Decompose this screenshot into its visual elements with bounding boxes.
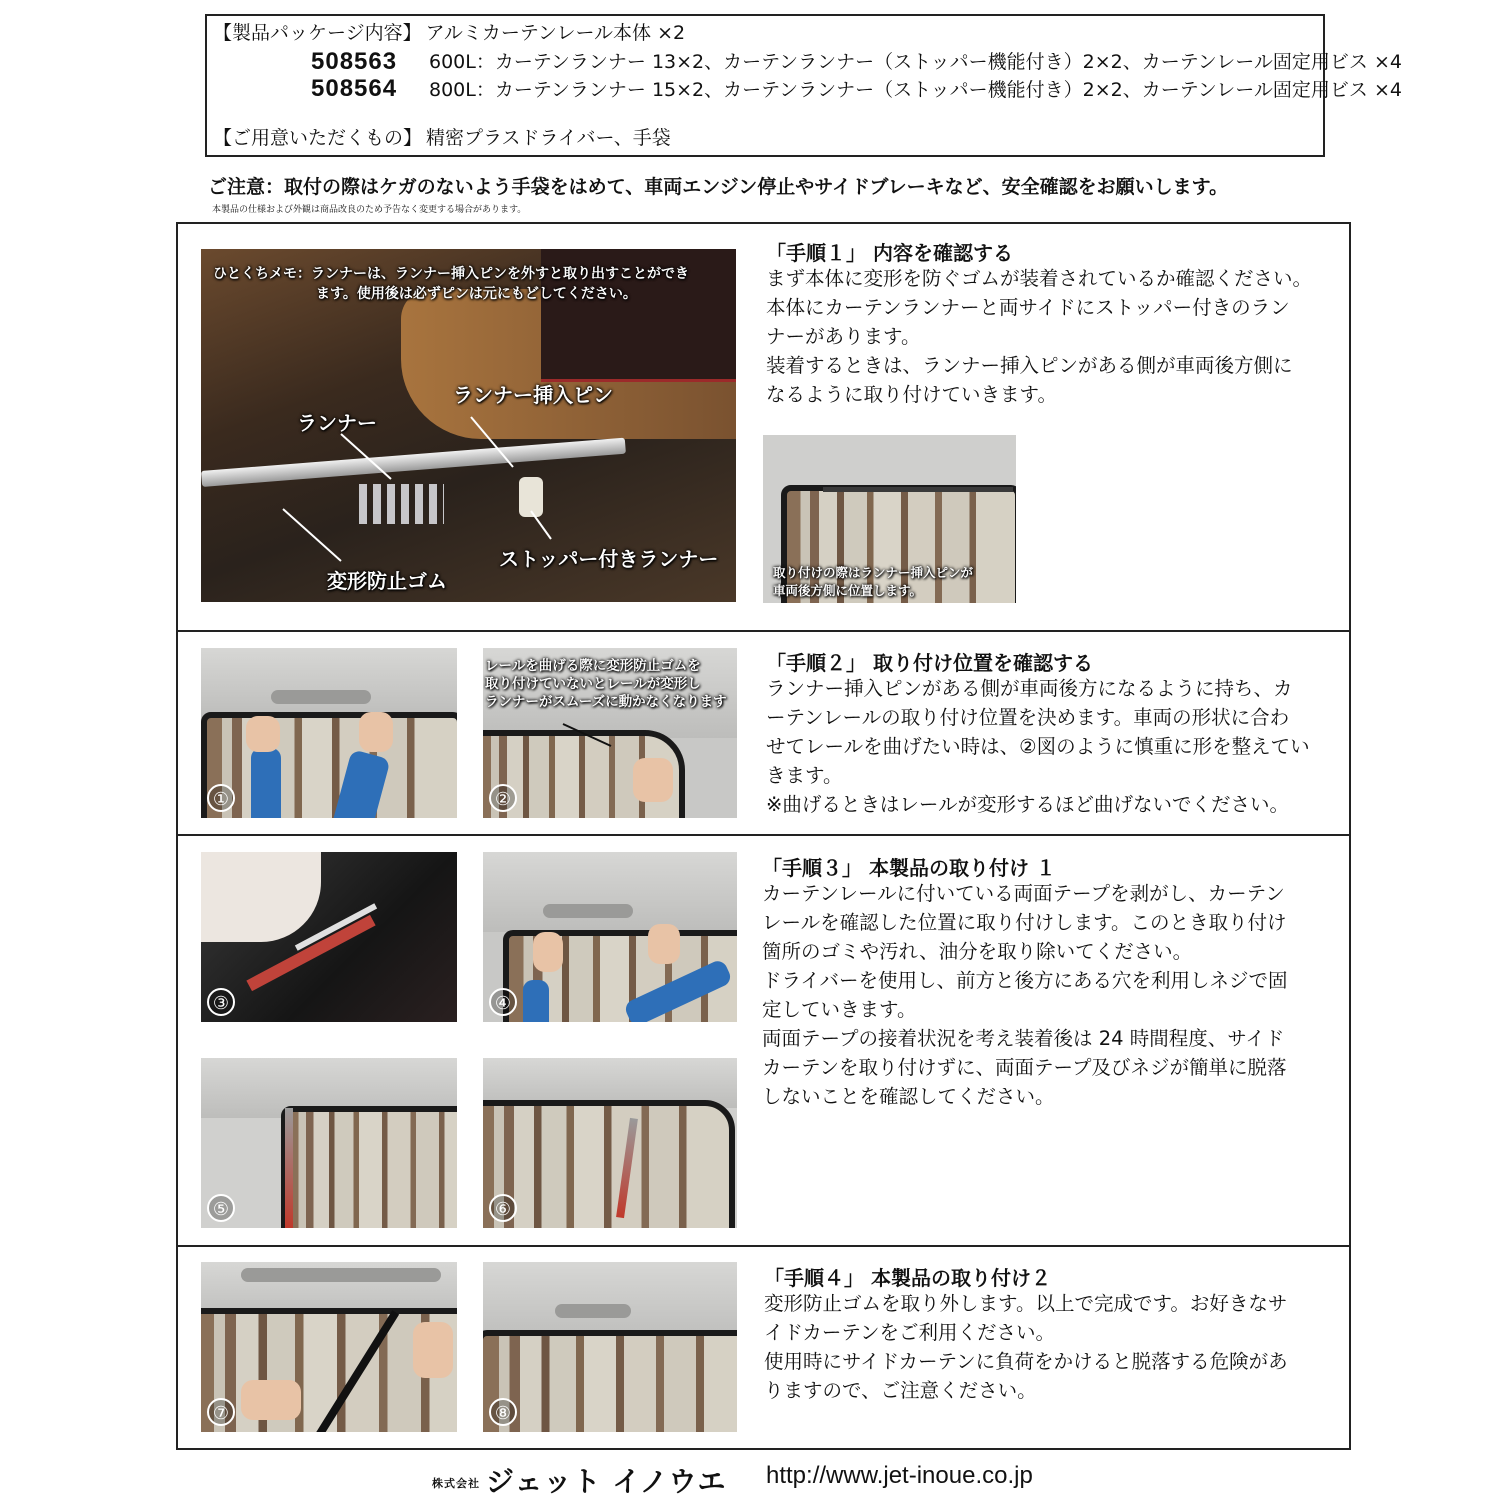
bend-warning: レールを曲げる際に変形防止ゴムを — [485, 658, 701, 674]
package-item-content: 600L：カーテンランナー 13×2、カーテンランナー（ストッパー機能付き）2×2、カーテンレール固定用ビス ×4 — [429, 51, 1402, 73]
grab-handle — [543, 904, 633, 918]
hand — [201, 852, 321, 942]
pointer-arrows — [201, 249, 736, 602]
runner-label: ランナー — [297, 411, 377, 435]
photo-number: ② — [489, 784, 517, 812]
website-url[interactable]: http://www.jet-inoue.co.jp — [766, 1462, 1033, 1489]
photo-1 — [201, 648, 457, 818]
arrow-line — [531, 511, 551, 539]
step2-line: きます。 — [766, 764, 843, 787]
divider — [176, 834, 1351, 836]
pointer-arrows — [483, 648, 737, 818]
step2-line: ※曲げるときはレールが変形するほど曲げないでください。 — [766, 793, 1289, 816]
photo-number: ⑦ — [207, 1398, 235, 1426]
model-number: 508564 — [311, 75, 398, 102]
step1-body — [766, 264, 1312, 409]
bend-warning: 取り付けていないとレールが変形し — [485, 676, 701, 692]
arrow-line — [341, 434, 391, 479]
bend-warning: ランナーがスムーズに動かなくなります — [485, 694, 727, 710]
spec-note: 本製品の仕様および外観は商品改良のため予告なく変更する場合があります。 — [212, 205, 527, 215]
photo-8 — [483, 1262, 737, 1432]
step3-line: カーテンレールに付いている両面テープを剥がし、カーテン — [762, 882, 1285, 905]
prepare-value: 精密プラスドライバー、手袋 — [426, 127, 671, 149]
photo-number: ⑥ — [489, 1194, 517, 1222]
step3-title: 「手順３」 本製品の取り付け １ — [762, 856, 1056, 880]
memo-line: ひとくちメモ：ランナーは、ランナー挿入ピンを外すと取り出すことができ — [213, 266, 689, 282]
photo-number: ④ — [489, 988, 517, 1016]
arrow-line — [471, 417, 513, 467]
grab-handle — [555, 1304, 631, 1318]
inset-caption: 車両後方側に位置します。 — [773, 583, 923, 598]
step3-line: 両面テープの接着状況を考え装着後は 24 時間程度、サイド — [762, 1027, 1285, 1050]
arm — [523, 980, 549, 1022]
ceiling — [201, 648, 457, 718]
model-number: 508563 — [311, 48, 398, 75]
step4-line: 使用時にサイドカーテンに負荷をかけると脱落する危険があ — [764, 1350, 1288, 1373]
ceiling — [483, 852, 737, 932]
photo-6 — [483, 1058, 737, 1228]
mounted-rail — [823, 487, 1013, 492]
package-contents-box — [205, 14, 1402, 157]
package-item-content: 800L：カーテンランナー 15×2、カーテンランナー（ストッパー機能付き）2×2、カーテンレール固定用ビス ×4 — [429, 79, 1402, 101]
divider — [176, 1245, 1351, 1247]
rail-overview-photo — [201, 249, 736, 602]
photo-number: ① — [207, 784, 235, 812]
stopper-label: ストッパー付きランナー — [499, 547, 719, 571]
window-frame — [201, 712, 457, 818]
step2-line: ーテンレールの取り付け位置を決めます。車両の形状に合わ — [766, 706, 1290, 729]
step4-body — [764, 1289, 1288, 1405]
step2-body — [766, 674, 1310, 819]
step3-line: しないことを確認してください。 — [762, 1085, 1055, 1108]
screwdriver — [285, 1108, 293, 1228]
prepare-items — [213, 129, 671, 148]
hand — [648, 924, 680, 964]
step4-line: イドカーテンをご利用ください。 — [764, 1321, 1055, 1344]
inset-caption: 取り付けの際はランナー挿入ピンが — [773, 565, 974, 580]
memo-line: ます。使用後は必ずピンは元にもどしてください。 — [316, 286, 637, 302]
step2-line: ランナー挿入ピンがある側が車両後方になるように持ち、カ — [766, 677, 1293, 700]
company-name: ジェット イノウエ — [486, 1465, 727, 1498]
divider — [176, 630, 1351, 632]
hand — [413, 1322, 453, 1378]
grab-handle — [271, 690, 371, 704]
step3-line: 定していきます。 — [762, 998, 917, 1021]
arm — [251, 748, 281, 818]
photo-5 — [201, 1058, 457, 1228]
arrow-line — [283, 509, 341, 561]
rubber-label: 変形防止ゴム — [327, 569, 447, 593]
step4-line: りますので、ご注意ください。 — [764, 1379, 1037, 1402]
photo-4 — [483, 852, 737, 1022]
photo-3 — [201, 852, 457, 1022]
step2-title: 「手順２」 取り付け位置を確認する — [766, 651, 1093, 675]
photo-number: ③ — [207, 988, 235, 1016]
step4-line: 変形防止ゴムを取り外します。以上で完成です。お好きなサ — [764, 1292, 1288, 1315]
step1-line: 装着するときは、ランナー挿入ピンがある側が車両後方側に — [766, 354, 1293, 377]
company-prefix: 株式会社 — [432, 1477, 480, 1490]
step1-line: なるように取り付けていきます。 — [766, 383, 1057, 406]
step1-line: ナーがあります。 — [766, 325, 921, 348]
step2-line: せてレールを曲げたい時は、②図のように慎重に形を整えてい — [766, 735, 1310, 758]
prepare-label: 【ご用意いただくもの】 — [213, 127, 423, 149]
step1-line: まず本体に変形を防ぐゴムが装着されているか確認ください。 — [766, 267, 1313, 290]
photo-number: ⑧ — [489, 1398, 517, 1426]
rail-position-photo — [763, 435, 1016, 603]
step3-line: ドライバーを使用し、前方と後方にある穴を利用しネジで固 — [762, 969, 1288, 992]
caution-text: ご注意：取付の際はケガのないよう手袋をはめて、車両エンジン停止やサイドブレーキなど、安全確認をお願いします。 — [208, 176, 1229, 198]
window-frame — [483, 1100, 735, 1228]
hand — [533, 932, 563, 972]
window-frame — [281, 1106, 457, 1228]
company-logo — [432, 1460, 727, 1500]
photo-number: ⑤ — [207, 1194, 235, 1222]
window-frame — [483, 1330, 737, 1432]
package-header — [213, 24, 685, 43]
package-header-label: 【製品パッケージ内容】 — [213, 22, 422, 44]
step1-line: 本体にカーテンランナーと両サイドにストッパー付きのラン — [766, 296, 1290, 319]
package-header-value: アルミカーテンレール本体 ×2 — [425, 22, 686, 44]
hand — [359, 712, 393, 752]
step3-line: 箇所のゴミや汚れ、油分を取り除いてください。 — [762, 940, 1193, 963]
step3-body — [762, 879, 1288, 1111]
photo-7 — [201, 1262, 457, 1432]
grab-handle — [241, 1268, 441, 1282]
arrow-line — [563, 724, 611, 746]
hand — [246, 716, 280, 752]
pin-label: ランナー挿入ピン — [453, 383, 613, 407]
step1-title: 「手順１」 内容を確認する — [766, 241, 1013, 265]
step3-line: カーテンを取り付けずに、両面テープ及びネジが簡単に脱落 — [762, 1056, 1287, 1079]
step4-title: 「手順４」 本製品の取り付け２ — [764, 1266, 1051, 1290]
photo-2 — [483, 648, 737, 818]
step3-line: レールを確認した位置に取り付けします。このとき取り付け — [762, 911, 1287, 934]
hand — [241, 1380, 301, 1420]
